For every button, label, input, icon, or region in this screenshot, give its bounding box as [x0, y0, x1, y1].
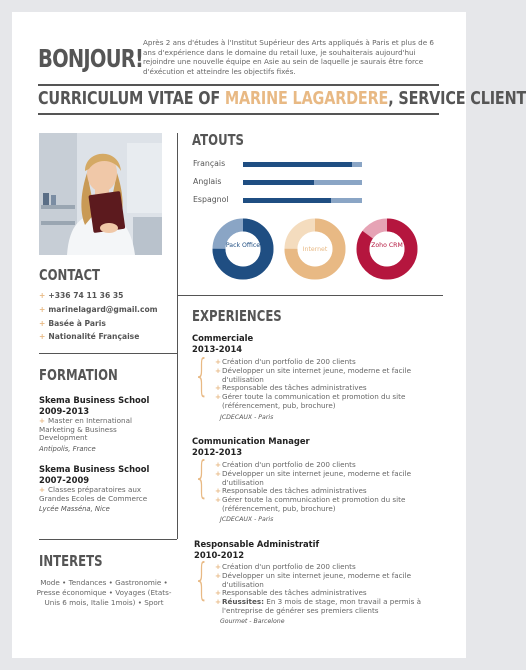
plus-icon: + [39, 332, 46, 341]
list-item-success: + Réussites: En 3 mois de stage, mon travail a permis à l'entreprise de générer ses premiers clients [215, 598, 443, 616]
list-item: + Gérer toute la communication et promotion du site (référencement, pub, brochure) [215, 496, 443, 514]
list-item: + Développer un site internet jeune, moderne et facile d'utilisation [215, 367, 443, 385]
plus-icon: + [39, 305, 46, 314]
formation-school-1: Skema Business School 2009-2013 [39, 395, 150, 416]
atouts-heading: ATOUTS [192, 131, 244, 149]
greeting-heading: BONJOUR! [38, 44, 144, 73]
brace-icon: { [194, 452, 210, 503]
interets-text: Mode • Tendances • Gastronomie • Presse économique • Voyages (Etats-Unis 6 mois, Italie 1mois) • Sport [36, 578, 172, 607]
experience-title-1: Commerciale 2013-2014 [192, 333, 254, 354]
experience-bullets-1 [215, 358, 443, 411]
list-item: + Développer un site internet jeune, moderne et facile d'utilisation [215, 470, 443, 488]
contact-nationality: + Nationalité Française [39, 332, 140, 341]
plus-icon: + [39, 485, 46, 494]
intro-paragraph: Après 2 ans d'études à l'Institut Supérieur des Arts appliqués à Paris et plus de 6 ans d'expérience dans le domaine du retail luxe, je souhaiterais aujourd'hui rejoindre une nouvelle équipe en Asie au sein de laquelle je saurais être force d'éxécution et atteindre les objectifs fixés. [143, 38, 434, 76]
plus-icon: + [39, 416, 46, 425]
brace-icon: { [194, 554, 210, 605]
zoho-crm-donut [356, 218, 418, 280]
formation-place-1: Antipolis, France [39, 445, 96, 453]
cv-title-suffix: , SERVICE CLIENT [388, 88, 526, 109]
list-item: + Responsable des tâches administratives [215, 384, 443, 393]
contact-location: + Basée à Paris [39, 319, 106, 328]
profile-photo [39, 133, 162, 255]
title-bottom-rule [38, 113, 439, 115]
language-label-anglais: Anglais [193, 177, 222, 186]
experiences-heading: EXPERIENCES [192, 307, 282, 325]
formation-school-2: Skema Business School 2007-2009 [39, 464, 150, 485]
plus-icon: + [39, 319, 46, 328]
list-item: + Création d'un portfolio de 200 clients [215, 563, 443, 572]
experience-title-2: Communication Manager 2012-2013 [192, 436, 310, 457]
formation-heading: FORMATION [39, 366, 118, 384]
internet-donut [284, 218, 346, 280]
formation-desc-2: + Classes préparatoires aux Grandes Ecoles de Commerce [39, 485, 148, 503]
column-divider-vertical [177, 133, 178, 539]
pack-office-label: Pack Office [225, 242, 261, 249]
candidate-name: MARINE LAGARDERE [224, 88, 389, 109]
experience-title-3: Responsable Administratif 2010-2012 [194, 539, 320, 560]
cv-title-prefix: CURRICULUM VITAE OF [38, 88, 225, 109]
formation-divider [39, 539, 177, 540]
language-label-francais: Français [193, 159, 226, 168]
experience-company-1: JCDECAUX - Paris [220, 414, 274, 421]
experience-company-3: Gourmet - Barcelone [220, 618, 285, 625]
pack-office-donut [212, 218, 274, 280]
contact-email: + marinelagard@gmail.com [39, 305, 158, 314]
language-bar-espagnol [243, 198, 362, 203]
atouts-divider [177, 295, 443, 296]
list-item: + Responsable des tâches administratives [215, 487, 443, 496]
cv-title [38, 88, 526, 109]
experience-bullets-2 [215, 461, 443, 514]
title-top-rule [38, 84, 439, 86]
resume-page [12, 12, 526, 658]
contact-heading: CONTACT [39, 266, 101, 284]
list-item: + Responsable des tâches administratives [215, 589, 443, 598]
list-item: + Développer un site internet jeune, moderne et facile d'utilisation [215, 572, 443, 590]
list-item: + Gérer toute la communication et promotion du site (référencement, pub, brochure) [215, 393, 443, 411]
experience-company-2: JCDECAUX - Paris [220, 516, 274, 523]
language-bar-anglais [243, 180, 362, 185]
contact-divider [39, 353, 177, 354]
language-bar-francais [243, 162, 362, 167]
zoho-crm-label: Zoho CRM [371, 242, 403, 249]
profile-photo-illustration [39, 133, 162, 255]
internet-label: Internet [302, 246, 328, 253]
language-label-espagnol: Espagnol [193, 195, 229, 204]
brace-icon: { [194, 350, 210, 401]
experience-bullets-3 [215, 563, 443, 616]
list-item: + Création d'un portfolio de 200 clients [215, 461, 443, 470]
interets-heading: INTERETS [39, 552, 103, 570]
formation-place-2: Lycée Masséna, Nice [39, 505, 110, 513]
formation-desc-1: + Master en International Marketing & Business Development [39, 416, 132, 443]
plus-icon: + [39, 291, 46, 300]
list-item: + Création d'un portfolio de 200 clients [215, 358, 443, 367]
contact-phone: + +336 74 11 36 35 [39, 291, 124, 300]
